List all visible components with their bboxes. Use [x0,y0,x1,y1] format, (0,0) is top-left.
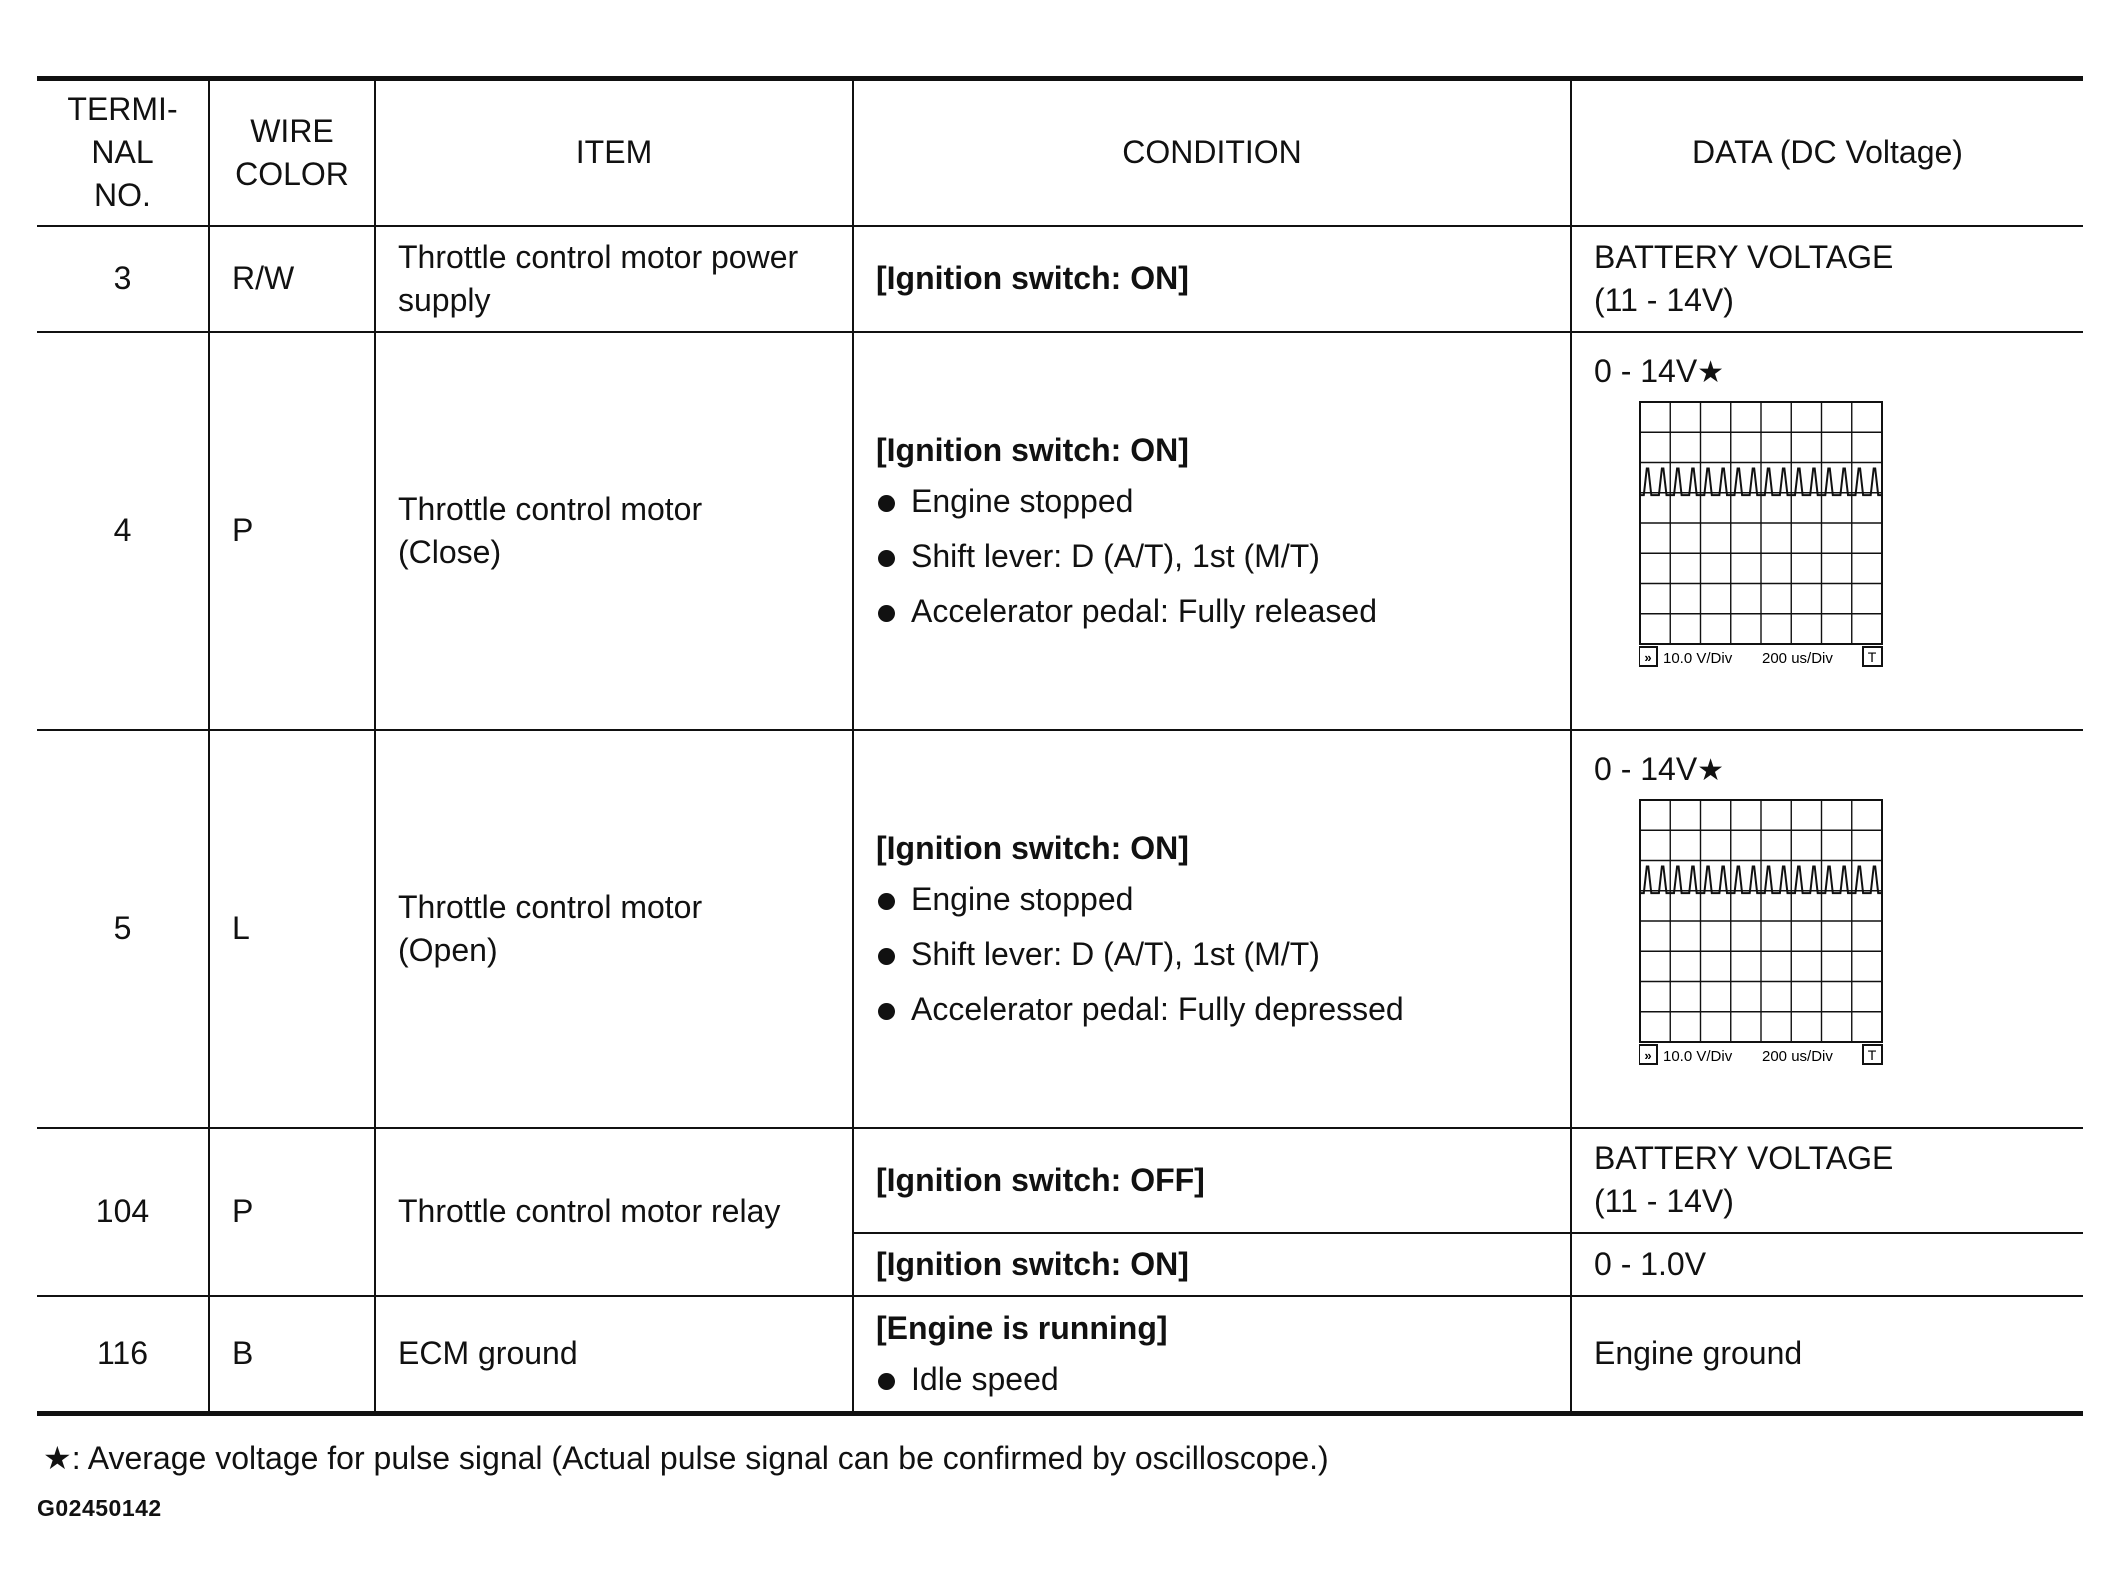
condition-cell [853,1296,1571,1414]
table-row [37,332,2083,730]
data-value: BATTERY VOLTAGE (11 - 14V) [1571,226,2083,332]
wire-color: B [209,1296,375,1414]
data-range [1594,749,2061,791]
header-wire-color: WIRE COLOR [209,79,375,226]
star-icon: ★ [1697,355,1725,389]
data-value: 0 - 14V [1594,352,1698,389]
data-value: Engine ground [1571,1296,2083,1414]
list-item: Accelerator pedal: Fully released [876,590,1548,633]
wire-color: R/W [209,226,375,332]
condition-text: [Ignition switch: ON] [853,1233,1571,1296]
wire-color: L [209,730,375,1128]
data-value: 0 - 1.0V [1571,1233,2083,1296]
trigger-label: T [1867,1046,1877,1063]
table-row [37,730,2083,1128]
wire-color: P [209,1128,375,1296]
terminal-no: 3 [37,226,209,332]
scope-footer [1639,647,1882,667]
table-row [37,1296,2083,1414]
star-icon: ★ [1697,753,1725,787]
oscilloscope-trace [1639,401,1884,669]
header-data: DATA (DC Voltage) [1571,79,2083,226]
condition-text: [Ignition switch: OFF] [853,1128,1571,1233]
header-item: ITEM [375,79,853,226]
condition-bullets [876,480,1548,633]
terminal-table-wrapper [37,76,2083,1416]
terminal-no: 116 [37,1296,209,1414]
star-icon: ★ [43,1440,72,1476]
condition-text: [Ignition switch: ON] [853,226,1571,332]
condition-text: [Ignition switch: ON] [876,829,1189,866]
condition-text: [Ignition switch: ON] [876,431,1189,468]
condition-bullets [876,1358,1548,1401]
scope-footer [1639,1045,1882,1065]
list-item: Shift lever: D (A/T), 1st (M/T) [876,933,1548,976]
ecm-terminal-table [37,76,2083,1416]
list-item: Shift lever: D (A/T), 1st (M/T) [876,535,1548,578]
volts-per-div: 10.0 V/Div [1663,1047,1733,1065]
condition-text: [Engine is running] [876,1309,1168,1346]
terminal-no: 104 [37,1128,209,1296]
item-description: Throttle control motor power supply [375,226,853,332]
wire-color: P [209,332,375,730]
condition-cell [853,730,1571,1128]
figure-code: G02450142 [37,1495,162,1521]
table-row [37,226,2083,332]
table-row [37,1128,2083,1233]
list-item: Engine stopped [876,878,1548,921]
data-cell [1571,730,2083,1128]
time-per-div: 200 us/Div [1762,1047,1833,1065]
list-item: Idle speed [876,1358,1548,1401]
volts-per-div: 10.0 V/Div [1663,649,1733,667]
terminal-no: 4 [37,332,209,730]
data-value: BATTERY VOLTAGE (11 - 14V) [1571,1128,2083,1233]
footnote-text: : Average voltage for pulse signal (Actual pulse signal can be confirmed by oscilloscope.) [71,1440,1329,1476]
footnote [43,1438,1329,1478]
header-row [37,79,2083,226]
list-item: Engine stopped [876,480,1548,523]
item-description: ECM ground [375,1296,853,1414]
item-description: Throttle control motor relay [375,1128,853,1296]
oscilloscope-trace [1639,799,1884,1067]
forward-icon-glyph: » [1644,649,1652,665]
data-range [1594,351,2061,393]
condition-cell [853,332,1571,730]
header-terminal-no: TERMI- NAL NO. [37,79,209,226]
list-item: Accelerator pedal: Fully depressed [876,988,1548,1031]
condition-bullets [876,878,1548,1031]
terminal-no: 5 [37,730,209,1128]
forward-icon-glyph: » [1644,1047,1652,1063]
time-per-div: 200 us/Div [1762,649,1833,667]
trigger-label: T [1867,648,1877,665]
header-condition: CONDITION [853,79,1571,226]
data-value: 0 - 14V [1594,750,1698,787]
data-cell [1571,332,2083,730]
item-description: Throttle control motor (Open) [375,730,853,1128]
item-description: Throttle control motor (Close) [375,332,853,730]
